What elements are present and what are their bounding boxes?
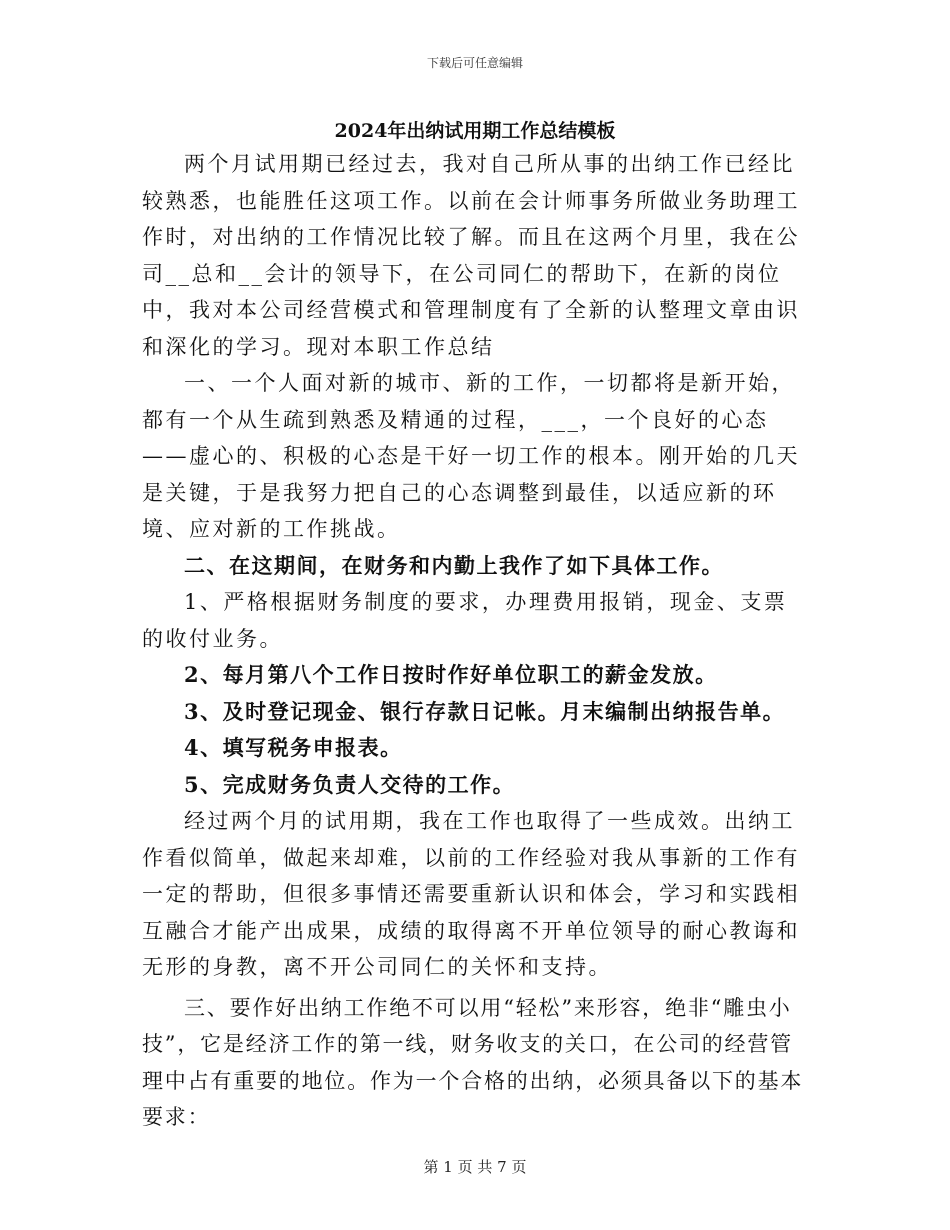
list-item-3: 3、及时登记现金、银行存款日记帐。月末编制出纳报告单。 bbox=[184, 698, 786, 724]
list-item-4: 4、填写税务申报表。 bbox=[184, 735, 403, 760]
list-item-1: 1、严格根据财务制度的要求，办理费用报销，现金、支票的收付业务。 bbox=[142, 590, 788, 651]
page-number: 第 1 页 共 7 页 bbox=[423, 1158, 527, 1176]
paragraph-section-one: 一、一个人面对新的城市、新的工作，一切都将是新开始，都有一个从生疏到熟悉及精通的过程，___，一个良好的心态——虚心的、积极的心态是干好一切工作的根本。刚开始的几天是关键，于是我努力把自己的心态调整到最佳，以适应新的环境、应对新的工作挑战。 bbox=[142, 371, 800, 541]
page-header-note: 下载后可任意编辑 bbox=[426, 56, 523, 70]
document-body bbox=[142, 146, 808, 1136]
list-item-2: 2、每月第八个工作日按时作好单位职工的薪金发放。 bbox=[184, 662, 718, 687]
paragraph-section-two-heading: 二、在这期间，在财务和内勤上我作了如下具体工作。 bbox=[184, 552, 724, 578]
paragraph-section-three: 三、要作好出纳工作绝不可以用“轻松”来形容，绝非“雕虫小技”，它是经济工作的第一线，财务收支的关口，在公司的经营管理中占有重要的地位。作为一个合格的出纳，必须具备以下的基本要求： bbox=[142, 995, 804, 1129]
document-title: 2024年出纳试用期工作总结模板 bbox=[334, 120, 616, 142]
list-item-5: 5、完成财务负责人交待的工作。 bbox=[184, 771, 516, 797]
paragraph-results: 经过两个月的试用期，我在工作也取得了一些成效。出纳工作看似简单，做起来却难，以前的工作经验对我从事新的工作有一定的帮助，但很多事情还需要重新认识和体会，学习和实践相互融合才能产出成果，成绩的取得离不开单位领导的耐心教诲和无形的身教，离不开公司同仁的关怀和支持。 bbox=[142, 809, 800, 979]
paragraph-intro: 两个月试用期已经过去，我对自己所从事的出纳工作已经比较熟悉，也能胜任这项工作。以前在会计师事务所做业务助理工作时，对出纳的工作情况比较了解。而且在这两个月里，我在公司__总和__会计的领导下，在公司同仁的帮助下，在新的岗位中，我对本公司经营模式和管理制度有了全新的认整理文章由识和深化的学习。现对本职工作总结 bbox=[142, 152, 800, 359]
